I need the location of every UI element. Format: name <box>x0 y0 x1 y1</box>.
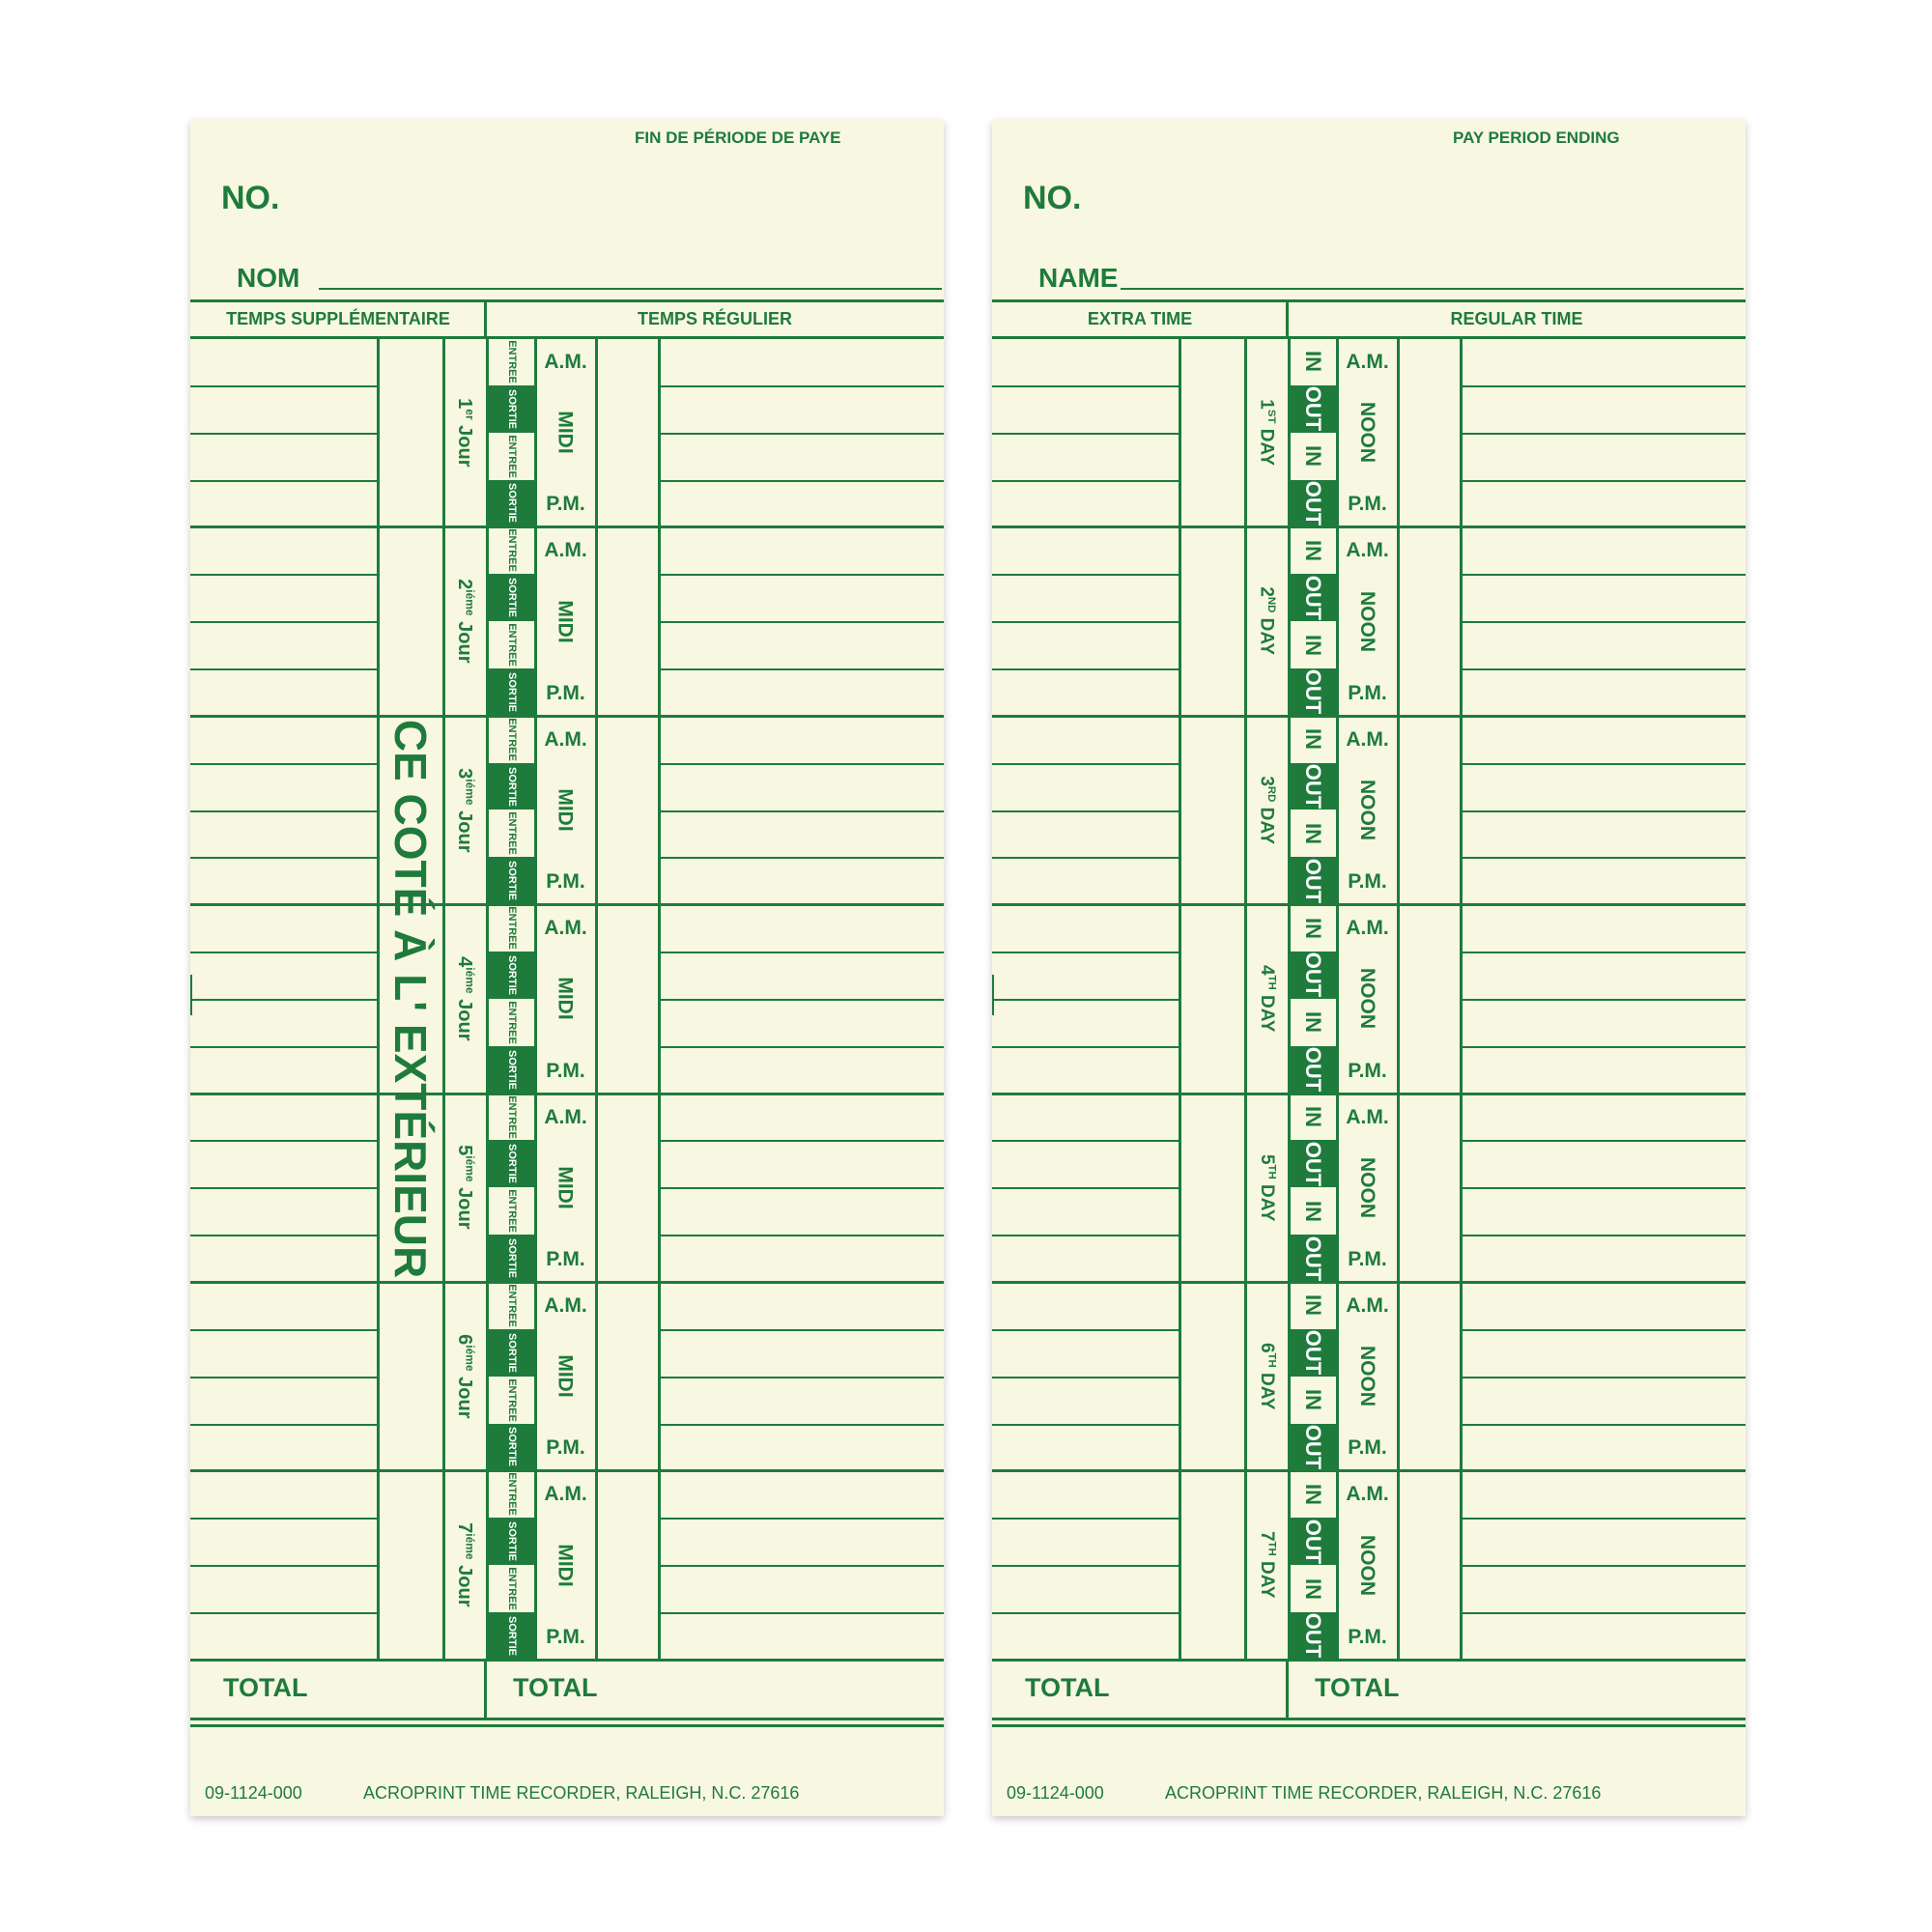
pm-label: P.M. <box>546 1059 585 1082</box>
day-separator <box>992 1281 1746 1284</box>
extra-time-row-line <box>190 1518 378 1520</box>
regular-time-row-line <box>659 952 944 953</box>
day-separator <box>190 715 944 718</box>
regular-time-row-line <box>659 1377 944 1378</box>
regular-time-row-line <box>659 1046 944 1048</box>
day-label: 1er Jour <box>453 398 477 468</box>
am-label: A.M. <box>544 727 587 751</box>
time-card-english <box>992 120 1746 1816</box>
noon-label: NOON <box>1356 590 1378 652</box>
regular-time-row-line <box>659 433 944 435</box>
out-label: OUT <box>1300 1424 1325 1470</box>
pay-period-label: PAY PERIOD ENDING <box>1453 128 1620 147</box>
day-label: $3^{iéme}$ Jour <box>453 767 477 853</box>
day-label: 6TH DAY <box>1256 1342 1278 1410</box>
extra-time-row-line <box>190 1235 378 1236</box>
am-label: A.M. <box>544 1294 587 1317</box>
pm-label: P.M. <box>1348 1248 1387 1270</box>
pm-label: P.M. <box>546 1625 585 1648</box>
extra-time-row-line <box>992 857 1179 859</box>
regular-time-row-line <box>1461 1565 1746 1567</box>
name-field-line[interactable] <box>1121 288 1744 290</box>
in-label: ENTREE <box>505 717 518 761</box>
extra-time-row-line <box>992 999 1179 1001</box>
pm-label: P.M. <box>546 870 585 894</box>
pm-label: P.M. <box>546 1248 585 1270</box>
extra-time-row-line <box>190 1565 378 1567</box>
out-label: OUT <box>1300 1330 1325 1376</box>
am-label: A.M. <box>1346 1105 1389 1128</box>
extra-time-row-line <box>992 1235 1179 1236</box>
regular-time-row-line <box>659 668 944 670</box>
extra-time-row-line <box>992 1424 1179 1426</box>
extra-time-row-line <box>992 810 1179 812</box>
in-label: ENTREE <box>505 906 518 950</box>
day-label: 7TH DAY <box>1256 1531 1278 1599</box>
regular-time-row-line <box>659 763 944 765</box>
total-divider <box>484 1660 487 1718</box>
noon-label: NOON <box>1356 1156 1378 1218</box>
extra-time-row-line <box>992 1140 1179 1142</box>
in-label: IN <box>1301 917 1325 939</box>
grid-bottom-rule <box>992 1659 1746 1662</box>
regular-time-row-line <box>659 385 944 387</box>
regular-time-row-line <box>1461 1046 1746 1048</box>
time-card-french <box>190 120 944 1816</box>
regular-time-row-line <box>1461 857 1746 859</box>
out-label: OUT <box>1300 1141 1325 1187</box>
noon-label: MIDI <box>554 599 577 643</box>
out-label: SORTIE <box>505 954 518 995</box>
extra-time-row-line <box>992 1377 1179 1378</box>
in-label: IN <box>1301 1200 1325 1222</box>
am-label: A.M. <box>544 351 587 373</box>
in-label: ENTREE <box>505 434 518 478</box>
outside-side-text: CE COTÉ À L' EXTÉRIEUR <box>385 719 437 1279</box>
in-label: ENTREE <box>505 528 518 573</box>
extra-time-row-line <box>190 1329 378 1331</box>
am-label: A.M. <box>1346 1294 1389 1317</box>
regular-time-row-line <box>1461 668 1746 670</box>
day-separator <box>190 1469 944 1472</box>
extra-time-row-line <box>190 1612 378 1614</box>
in-label: IN <box>1301 728 1325 751</box>
grid-bottom-rule <box>190 1659 944 1662</box>
out-label: OUT <box>1300 1613 1325 1659</box>
extra-time-row-line <box>992 668 1179 670</box>
in-label: IN <box>1301 1294 1325 1317</box>
edge-tick-mark <box>992 975 994 1015</box>
regular-time-row-line <box>1461 810 1746 812</box>
am-label: A.M. <box>1346 1483 1389 1506</box>
extra-time-row-line <box>992 952 1179 953</box>
out-label: SORTIE <box>505 1238 518 1279</box>
out-label: SORTIE <box>505 671 518 712</box>
regular-time-row-line <box>1461 1235 1746 1236</box>
noon-label: MIDI <box>554 788 577 832</box>
extra-time-row-line <box>190 1046 378 1048</box>
noon-label: NOON <box>1356 1534 1378 1596</box>
am-label: A.M. <box>1346 539 1389 562</box>
day-label: $2^{iéme}$ Jour <box>453 579 477 664</box>
out-label: OUT <box>1300 575 1325 620</box>
in-label: ENTREE <box>505 1001 518 1044</box>
extra-time-total-label: TOTAL <box>223 1673 308 1702</box>
regular-time-row-line <box>659 1518 944 1520</box>
regular-time-heading: TEMPS RÉGULIER <box>637 309 792 328</box>
regular-time-row-line <box>1461 952 1746 953</box>
regular-time-row-line <box>659 999 944 1001</box>
in-label: ENTREE <box>505 1378 518 1422</box>
in-label: ENTREE <box>505 1189 518 1234</box>
in-label: ENTREE <box>505 340 518 384</box>
am-label: A.M. <box>544 1483 587 1506</box>
extra-time-row-line <box>992 1187 1179 1189</box>
day-label: $7^{iéme}$ Jour <box>453 1522 477 1607</box>
extra-time-row-line <box>190 999 378 1001</box>
total-bottom-rule <box>190 1718 944 1720</box>
pm-label: P.M. <box>1348 681 1387 704</box>
day-label: 4TH DAY <box>1256 965 1278 1033</box>
in-label: IN <box>1301 634 1325 656</box>
extra-time-row-line <box>992 385 1179 387</box>
in-label: ENTREE <box>505 811 518 856</box>
extra-time-row-line <box>992 574 1179 576</box>
regular-time-row-line <box>659 1140 944 1142</box>
regular-time-row-line <box>1461 1187 1746 1189</box>
pm-label: P.M. <box>1348 1436 1387 1460</box>
day-separator <box>992 1093 1746 1095</box>
out-label: SORTIE <box>505 1144 518 1184</box>
out-label: OUT <box>1300 669 1325 715</box>
out-label: OUT <box>1300 1519 1325 1564</box>
noon-label: MIDI <box>554 1354 577 1398</box>
extra-time-heading: EXTRA TIME <box>1087 309 1193 328</box>
total-double-rule <box>190 1724 944 1727</box>
in-label: IN <box>1301 1106 1325 1128</box>
extra-time-heading: TEMPS SUPPLÉMENTAIRE <box>226 309 450 328</box>
form-number: 09-1124-000 <box>205 1783 302 1803</box>
publisher-line: ACROPRINT TIME RECORDER, RALEIGH, N.C. 27616 <box>363 1783 800 1803</box>
extra-time-row-line <box>190 810 378 812</box>
extra-time-row-line <box>190 1140 378 1142</box>
regular-time-row-line <box>659 1424 944 1426</box>
regular-time-row-line <box>659 857 944 859</box>
regular-time-total-label: TOTAL <box>513 1673 598 1702</box>
regular-time-row-line <box>659 810 944 812</box>
total-double-rule <box>992 1724 1746 1727</box>
total-divider <box>1286 1660 1289 1718</box>
pm-label: P.M. <box>546 493 585 516</box>
in-label: IN <box>1301 1577 1325 1600</box>
out-label: OUT <box>1300 1046 1325 1093</box>
extra-time-row-line <box>992 1329 1179 1331</box>
out-label: OUT <box>1300 480 1325 526</box>
extra-time-row-line <box>992 1612 1179 1614</box>
regular-time-row-line <box>659 574 944 576</box>
day-label: 1ST DAY <box>1256 399 1278 467</box>
extra-time-row-line <box>190 621 378 623</box>
total-bottom-rule <box>992 1718 1746 1720</box>
day-separator <box>190 526 944 528</box>
extra-time-row-line <box>190 952 378 953</box>
regular-time-row-line <box>1461 1424 1746 1426</box>
out-label: OUT <box>1300 763 1325 810</box>
regular-time-row-line <box>1461 763 1746 765</box>
regular-time-row-line <box>1461 621 1746 623</box>
regular-time-row-line <box>1461 433 1746 435</box>
name-label: NOM <box>237 263 300 293</box>
day-label: 2ND DAY <box>1256 586 1278 656</box>
day-label: 5TH DAY <box>1256 1153 1278 1221</box>
extra-time-row-line <box>190 668 378 670</box>
extra-time-row-line <box>190 857 378 859</box>
am-label: A.M. <box>544 917 587 940</box>
regular-time-row-line <box>1461 1140 1746 1142</box>
extra-time-row-line <box>190 1187 378 1189</box>
grid-top-rule <box>992 336 1746 339</box>
extra-time-row-line <box>992 1046 1179 1048</box>
day-label: $4^{iéme}$ Jour <box>453 956 477 1041</box>
regular-time-row-line <box>659 1329 944 1331</box>
am-label: A.M. <box>1346 727 1389 751</box>
extra-time-row-line <box>190 433 378 435</box>
regular-time-heading: REGULAR TIME <box>1450 309 1583 328</box>
out-label: SORTIE <box>505 388 518 429</box>
extra-time-row-line <box>992 480 1179 482</box>
out-label: OUT <box>1300 1236 1325 1281</box>
regular-time-row-line <box>1461 574 1746 576</box>
out-label: OUT <box>1300 858 1325 903</box>
extra-time-row-line <box>190 385 378 387</box>
extra-time-row-line <box>190 1424 378 1426</box>
regular-time-row-line <box>659 1612 944 1614</box>
header-top-rule <box>190 299 944 302</box>
day-label: $5^{iéme}$ Jour <box>453 1145 477 1230</box>
regular-time-row-line <box>1461 1518 1746 1520</box>
pm-label: P.M. <box>1348 1059 1387 1082</box>
out-label: SORTIE <box>505 1521 518 1562</box>
noon-label: MIDI <box>554 411 577 454</box>
in-label: IN <box>1301 539 1325 561</box>
noon-label: MIDI <box>554 977 577 1021</box>
pm-label: P.M. <box>546 681 585 704</box>
pm-label: P.M. <box>1348 493 1387 516</box>
out-label: SORTIE <box>505 861 518 901</box>
regular-time-row-line <box>659 1235 944 1236</box>
name-field-line[interactable] <box>319 288 942 290</box>
out-label: SORTIE <box>505 1615 518 1656</box>
number-label: NO. <box>221 180 280 216</box>
header-divider <box>484 299 487 338</box>
in-label: ENTREE <box>505 623 518 667</box>
out-label: SORTIE <box>505 1049 518 1090</box>
noon-label: NOON <box>1356 402 1378 464</box>
name-label: NAME <box>1038 263 1119 293</box>
pm-label: P.M. <box>546 1436 585 1460</box>
noon-label: NOON <box>1356 968 1378 1030</box>
grid-top-rule <box>190 336 944 339</box>
regular-time-row-line <box>659 1187 944 1189</box>
regular-time-row-line <box>1461 1329 1746 1331</box>
extra-time-row-line <box>992 1565 1179 1567</box>
in-label: IN <box>1301 445 1325 468</box>
publisher-line: ACROPRINT TIME RECORDER, RALEIGH, N.C. 27616 <box>1165 1783 1602 1803</box>
out-label: SORTIE <box>505 766 518 807</box>
header-divider <box>1286 299 1289 338</box>
day-label: 3RD DAY <box>1256 776 1278 844</box>
noon-label: MIDI <box>554 1543 577 1587</box>
extra-time-row-line <box>992 433 1179 435</box>
pay-period-label: FIN DE PÉRIODE DE PAYE <box>635 128 841 147</box>
form-number: 09-1124-000 <box>1007 1783 1104 1803</box>
extra-time-row-line <box>992 621 1179 623</box>
regular-time-row-line <box>1461 480 1746 482</box>
extra-time-row-line <box>190 763 378 765</box>
regular-time-row-line <box>659 480 944 482</box>
day-label: $6^{iéme}$ Jour <box>453 1333 477 1419</box>
day-separator <box>992 526 1746 528</box>
number-label: NO. <box>1023 180 1082 216</box>
regular-time-row-line <box>1461 999 1746 1001</box>
in-label: ENTREE <box>505 1567 518 1610</box>
in-label: ENTREE <box>505 1094 518 1139</box>
edge-tick-mark <box>190 975 192 1015</box>
pm-label: P.M. <box>1348 1625 1387 1648</box>
in-label: IN <box>1301 1011 1325 1034</box>
regular-time-total-label: TOTAL <box>1315 1673 1400 1702</box>
pm-label: P.M. <box>1348 870 1387 894</box>
out-label: OUT <box>1300 952 1325 998</box>
out-label: OUT <box>1300 386 1325 432</box>
out-label: SORTIE <box>505 578 518 618</box>
in-label: ENTREE <box>505 1284 518 1327</box>
am-label: A.M. <box>1346 917 1389 940</box>
noon-label: MIDI <box>554 1166 577 1209</box>
noon-label: NOON <box>1356 779 1378 840</box>
regular-time-row-line <box>1461 385 1746 387</box>
regular-time-row-line <box>659 621 944 623</box>
extra-time-row-line <box>992 763 1179 765</box>
day-separator <box>992 715 1746 718</box>
in-label: IN <box>1301 351 1325 373</box>
in-label: ENTREE <box>505 1472 518 1517</box>
in-label: IN <box>1301 1389 1325 1411</box>
regular-time-row-line <box>1461 1612 1746 1614</box>
out-label: SORTIE <box>505 1332 518 1373</box>
extra-time-row-line <box>190 1377 378 1378</box>
extra-time-total-label: TOTAL <box>1025 1673 1110 1702</box>
day-separator <box>992 903 1746 906</box>
regular-time-row-line <box>1461 1377 1746 1378</box>
am-label: A.M. <box>1346 351 1389 373</box>
header-top-rule <box>992 299 1746 302</box>
day-separator <box>190 1093 944 1095</box>
extra-time-row-line <box>190 574 378 576</box>
extra-time-row-line <box>190 480 378 482</box>
am-label: A.M. <box>544 539 587 562</box>
regular-time-row-line <box>659 1565 944 1567</box>
out-label: SORTIE <box>505 483 518 524</box>
day-separator <box>190 1281 944 1284</box>
day-separator <box>992 1469 1746 1472</box>
in-label: IN <box>1301 822 1325 844</box>
noon-label: NOON <box>1356 1346 1378 1407</box>
in-label: IN <box>1301 1483 1325 1505</box>
am-label: A.M. <box>544 1105 587 1128</box>
day-separator <box>190 903 944 906</box>
out-label: SORTIE <box>505 1427 518 1467</box>
extra-time-row-line <box>992 1518 1179 1520</box>
